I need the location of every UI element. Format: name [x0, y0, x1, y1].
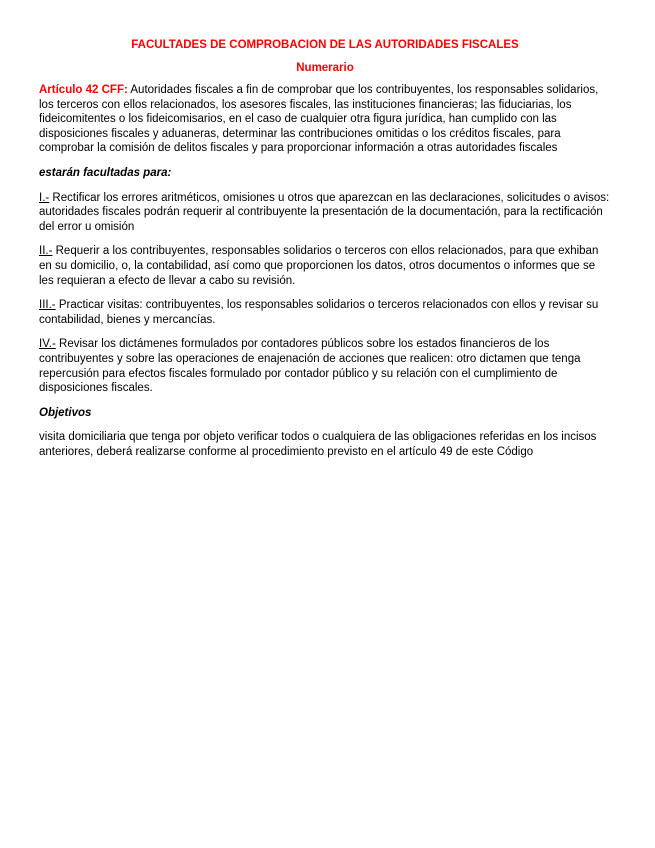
item-numeral: IV.- — [39, 338, 56, 351]
document-title: FACULTADES DE COMPROBACION DE LAS AUTORIDADES FISCALES — [131, 39, 519, 51]
item-numeral: III.- — [39, 299, 56, 312]
item-numeral: II.- — [39, 245, 53, 258]
item-numeral: I.- — [39, 191, 50, 204]
article-paragraph — [39, 83, 611, 156]
item-paragraph-2 — [39, 244, 611, 288]
objectives-paragraph: visita domiciliaria que tenga por objeto verificar todos o cualquiera de las obligaciones referidas en los incisos anteriores, deberá realizarse conforme al procedimiento previsto en el artículo 49 de este Código — [39, 431, 597, 458]
article-text: Autoridades fiscales a fin de comprobar que los contribuyentes, los responsables solidarios, los terceros con ellos relacionados, los asesores fiscales, las instituciones financieras; las fiduciarias, los fideicomitentes o los fideicomisarios, en el caso de cualquier otra figura jurídica, han cumplido con las disposiciones fiscales y aduaneras, determinar las contribuciones omitidas o los créditos fiscales, para comprobar la comisión de delitos fiscales y para proporcionar información a otras autoridades fiscales — [39, 84, 599, 155]
item-text: Rectificar los errores aritméticos, omisiones u otros que aparezcan en las declaraciones, solicitudes o avisos: autoridades fiscales podrán requerir al contribuyente la presentación de la documentación, para la rectificación del error u omisión — [39, 191, 610, 233]
item-text: Revisar los dictámenes formulados por contadores públicos sobre los estados financieros de los contribuyentes y sobre las operaciones de enajenación de acciones que realicen: otro dictamen que tenga repercusión para efectos fiscales formulado por contador público y su relación con el cumplimiento de disposiciones fiscales. — [39, 338, 581, 395]
article-label: Artículo 42 CFF: — [39, 84, 128, 96]
document-subtitle: Numerario — [296, 62, 354, 74]
item-text: Practicar visitas: contribuyentes, los responsables solidarios o terceros relacionados con ellos y revisar su contabilidad, bienes y mercancías. — [39, 299, 599, 326]
item-text: Requerir a los contribuyentes, responsables solidarios o terceros con ellos relacionados, para que exhiban en su domicilio, o, la contabilidad, así como que proporcionen los datos, otros documentos o informes que se les requieran a efecto de llevar a cabo su revisión. — [39, 245, 599, 287]
objectives-heading: Objetivos — [39, 406, 92, 419]
item-paragraph-4 — [39, 337, 611, 395]
powers-heading: estarán facultadas para: — [39, 166, 172, 179]
item-paragraph-1 — [39, 191, 611, 235]
item-paragraph-3 — [39, 298, 611, 327]
